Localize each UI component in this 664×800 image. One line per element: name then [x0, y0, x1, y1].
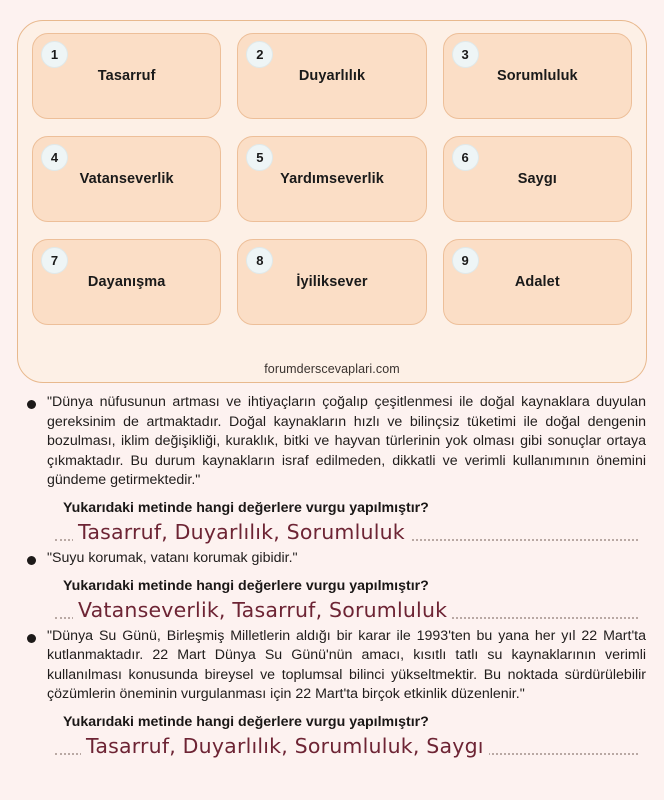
value-card-number: 2 — [246, 41, 273, 68]
value-card-label: Yardımseverlik — [280, 171, 384, 187]
answer-text[interactable]: Vatanseverlik, Tasarruf, Sorumluluk — [73, 598, 452, 622]
passage-text: "Dünya Su Günü, Birleşmiş Milletlerin aldığı bir karar ile 1993'ten bu yana her yıl 22 Mart'ta kutlanmaktadır. 22 Mart Dünya Su Günü'nün amacı, kısıtlı tatlı su kaynaklarının verimli kullanılması konusunda bireysel ve toplumsal bilinci yükseltmektir. Bu noktada sürdürülebilir çözümlerin öneminin vurgulanması için 22 Mart'ta birçok etkinlik düzenlenir." — [47, 627, 646, 703]
value-card-8[interactable] — [237, 239, 426, 325]
values-grid — [18, 21, 646, 325]
bullet-icon — [27, 634, 36, 643]
questions-section — [0, 393, 664, 763]
value-card-number: 7 — [41, 247, 68, 274]
value-card-label: Sorumluluk — [496, 68, 578, 84]
value-card-number: 5 — [246, 144, 273, 171]
values-row — [32, 33, 632, 119]
value-card-5[interactable] — [237, 136, 426, 222]
answer-field[interactable] — [55, 730, 646, 760]
bullet-icon — [27, 556, 36, 565]
answer-text[interactable]: Tasarruf, Duyarlılık, Sorumluluk — [73, 520, 410, 544]
value-card-number: 6 — [452, 144, 479, 171]
site-watermark: forumderscevaplari.com — [264, 362, 400, 376]
question-prompt: Yukarıdaki metinde hangi değerlere vurgu yapılmıştır? — [63, 577, 429, 594]
value-card-label: Adalet — [514, 274, 560, 290]
value-card-7[interactable] — [32, 239, 221, 325]
answer-field[interactable] — [55, 516, 646, 546]
question-prompt: Yukarıdaki metinde hangi değerlere vurgu yapılmıştır? — [63, 499, 429, 516]
bullet-icon — [27, 400, 36, 409]
value-card-9[interactable] — [443, 239, 632, 325]
answer-field[interactable] — [55, 594, 646, 624]
question-block-1 — [0, 393, 664, 546]
value-card-number: 4 — [41, 144, 68, 171]
question-block-2 — [0, 549, 664, 624]
value-card-number: 3 — [452, 41, 479, 68]
passage-text: "Suyu korumak, vatanı korumak gibidir." — [47, 549, 298, 566]
value-card-3[interactable] — [443, 33, 632, 119]
value-card-label: Vatanseverlik — [79, 171, 174, 187]
question-prompt: Yukarıdaki metinde hangi değerlere vurgu yapılmıştır? — [63, 713, 429, 730]
answer-text[interactable]: Tasarruf, Duyarlılık, Sorumluluk, Saygı — [81, 734, 489, 758]
value-card-label: İyiliksever — [296, 274, 368, 290]
value-card-1[interactable] — [32, 33, 221, 119]
value-card-number: 8 — [246, 247, 273, 274]
value-card-6[interactable] — [443, 136, 632, 222]
values-row — [32, 136, 632, 222]
value-card-label: Dayanışma — [87, 274, 166, 290]
value-card-2[interactable] — [237, 33, 426, 119]
passage-text: "Dünya nüfusunun artması ve ihtiyaçların çoğalıp çeşitlenmesi ile doğal kaynaklara duyulan gereksinim de artmaktadır. Doğal kaynakların hızlı ve bilinçsiz tüketimi ile doğal dengenin bozulması, iklim değişikliği, kuraklık, bitki ve hayvan türlerinin yok olması gibi sonuçlar ortaya çıkmaktadır. Bu durum kaynakların israf edilmeden, dikkatli ve verimli kullanımının önemini gündeme getirmektedir." — [47, 394, 646, 489]
value-card-label: Duyarlılık — [298, 68, 366, 84]
values-row — [32, 239, 632, 325]
values-panel — [17, 20, 647, 383]
value-card-number: 9 — [452, 247, 479, 274]
value-card-label: Tasarruf — [97, 68, 156, 84]
question-block-3 — [0, 627, 664, 760]
value-card-number: 1 — [41, 41, 68, 68]
value-card-label: Saygı — [517, 171, 557, 187]
value-card-4[interactable] — [32, 136, 221, 222]
